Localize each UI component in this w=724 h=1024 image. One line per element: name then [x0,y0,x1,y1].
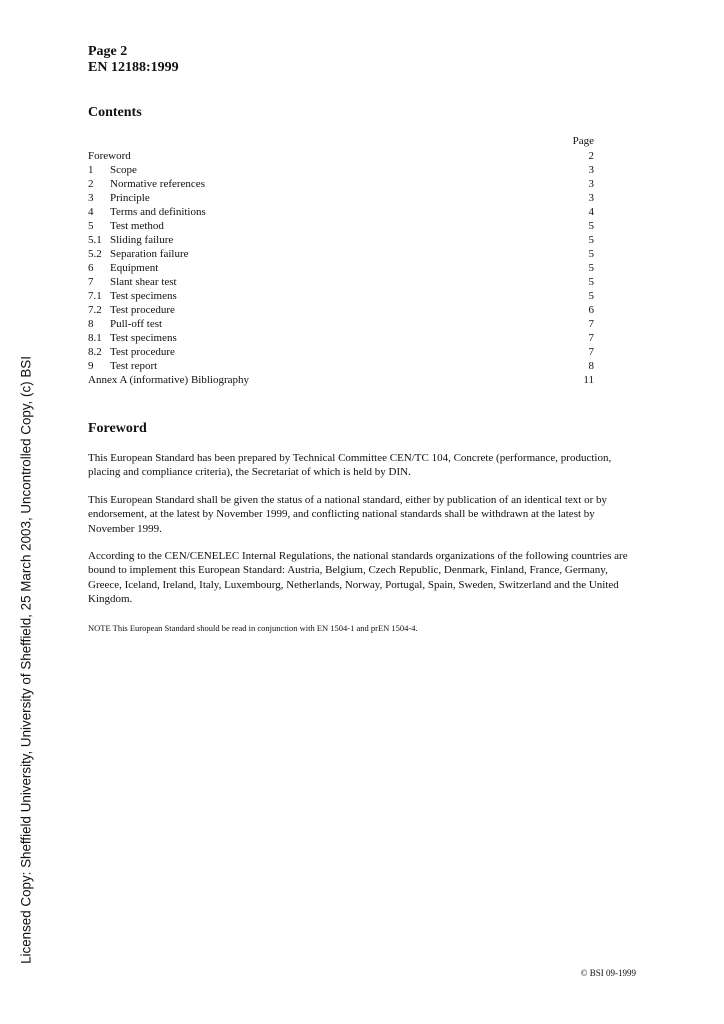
copyright-footer: © BSI 09-1999 [580,968,636,978]
toc-entry-page: 8 [588,360,594,372]
contents-heading: Contents [88,105,142,120]
toc-entry [88,163,594,177]
toc-entry [88,205,594,219]
toc-page-column-label: Page [572,135,594,147]
toc-entry-page: 4 [588,206,594,218]
toc-entry-number: 2 [88,178,94,190]
toc-entry-number: 5.1 [88,234,102,246]
toc-entry-page: 3 [588,192,594,204]
toc-entry-number: 9 [88,360,94,372]
toc-entry-number: 8.2 [88,346,102,358]
toc-entry-title: Foreword [88,150,131,162]
toc-entry-page: 7 [588,318,594,330]
toc-entry-number: 7.1 [88,290,102,302]
toc-entry-page: 6 [588,304,594,316]
toc-entry-number: 4 [88,206,94,218]
toc-entry-page: 7 [588,346,594,358]
toc-entry-page: 5 [588,276,594,288]
toc-entry [88,331,594,345]
toc-entry-page: 5 [588,262,594,274]
page-number: Page 2 [88,44,128,59]
toc-entry-number: 6 [88,262,94,274]
toc-entry [88,233,594,247]
license-text: Licensed Copy: Sheffield University, University of Sheffield, 25 March 2003, Uncontrolled Copy, (c) BSI [18,356,34,964]
toc-entry-title: Separation failure [110,248,189,260]
toc-entry-page: 5 [588,220,594,232]
toc-entry-title: Pull-off test [110,318,163,330]
toc-entry-title: Terms and definitions [110,206,206,218]
toc-entry-title: Test procedure [110,304,175,316]
toc-entry-number: 8 [88,318,94,330]
toc-entry-page: 5 [588,234,594,246]
toc-entry-page: 3 [588,164,594,176]
foreword-paragraph: This European Standard has been prepared by Technical Committee CEN/TC 104, Concrete (performance, production, placing and compliance criteria), the Secretariat of which is held by DIN. [88,452,612,479]
toc-entry-title: Annex A (informative) Bibliography [88,374,249,386]
table-of-contents [88,149,594,387]
toc-entry-title: Test specimens [110,290,177,302]
toc-entry-number: 7.2 [88,304,102,316]
toc-entry [88,247,594,261]
toc-entry-title: Scope [110,164,137,176]
foreword-heading: Foreword [88,421,147,436]
toc-entry-title: Test report [110,360,158,372]
page-header [88,44,179,76]
toc-entry [88,149,594,163]
toc-entry-page: 7 [588,332,594,344]
toc-entry [88,373,594,387]
toc-entry-page: 3 [588,178,594,190]
toc-entry-page: 5 [588,248,594,260]
toc-entry-number: 3 [88,192,94,204]
toc-entry-page: 2 [588,150,594,162]
toc-entry [88,191,594,205]
toc-entry-page: 11 [583,374,594,386]
toc-entry-number: 8.1 [88,332,102,344]
toc-entry-number: 1 [88,164,94,176]
toc-entry-number: 7 [88,276,94,288]
toc-entry [88,219,594,233]
toc-entry-title: Slant shear test [110,276,177,288]
toc-entry-title: Normative references [110,178,205,190]
foreword-note: NOTE This European Standard should be read in conjunction with EN 1504-1 and prEN 1504-4. [88,623,418,633]
toc-entry [88,345,594,359]
toc-entry-number: 5.2 [88,248,102,260]
toc-entry [88,289,594,303]
toc-entry-title: Test procedure [110,346,175,358]
foreword-paragraph: This European Standard shall be given the status of a national standard, either by publication of an identical text or by endorsement, at the latest by November 1999, and conflicting national standards shall be withdrawn at the latest by November 1999. [88,494,607,535]
toc-entry [88,359,594,373]
toc-entry-title: Principle [110,192,150,204]
toc-entry-title: Test specimens [110,332,177,344]
toc-entry-page: 5 [588,290,594,302]
foreword-paragraph: According to the CEN/CENELEC Internal Regulations, the national standards organizations of the following countries are bound to implement this European Standard: Austria, Belgium, Czech Republic, Denmark, Finland, France, Germany, Greece, Iceland, Ireland, Italy, Luxembourg, Netherlands, Norway, Portugal, Spain, Sweden, Switzerland and the United Kingdom. [88,550,628,605]
toc-entry [88,177,594,191]
toc-entry [88,261,594,275]
toc-entry [88,317,594,331]
standard-id: EN 12188:1999 [88,60,179,75]
toc-entry-number: 5 [88,220,94,232]
toc-entry-title: Equipment [110,262,159,274]
toc-entry [88,275,594,289]
toc-entry [88,303,594,317]
toc-entry-title: Sliding failure [110,234,174,246]
toc-entry-title: Test method [110,220,164,232]
